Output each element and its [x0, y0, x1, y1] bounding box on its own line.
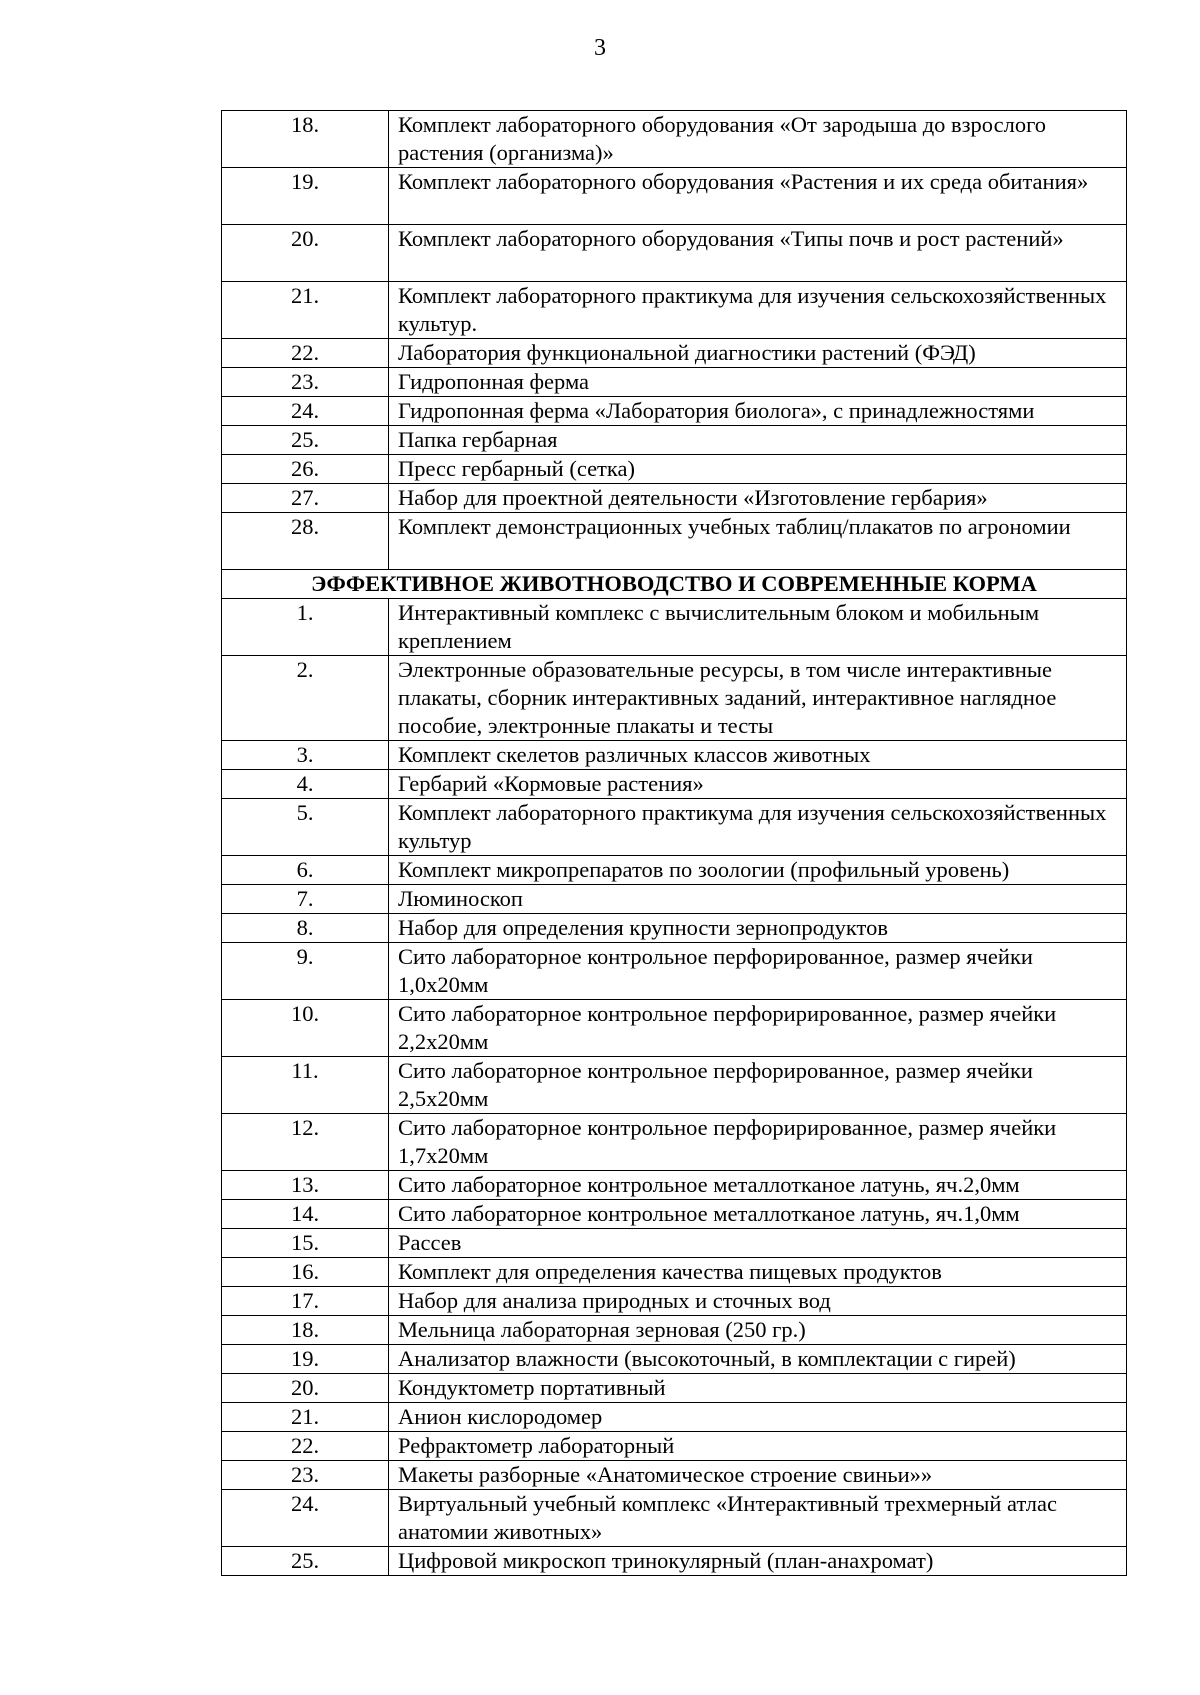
table-row [222, 741, 1127, 770]
row-number: 16. [222, 1258, 389, 1287]
table-row [222, 1229, 1127, 1258]
table-row [222, 484, 1127, 513]
table-row [222, 1258, 1127, 1287]
table-row [222, 885, 1127, 914]
item-name: Комплект лабораторного практикума для изучения сельскохозяйственных культур [389, 799, 1127, 856]
table-row [222, 426, 1127, 455]
item-name: Анион кислородомер [389, 1403, 1127, 1432]
item-name: Рассев [389, 1229, 1127, 1258]
row-number: 27. [222, 484, 389, 513]
table-row [222, 368, 1127, 397]
table-row [222, 1200, 1127, 1229]
row-number: 4. [222, 770, 389, 799]
row-number: 19. [222, 1345, 389, 1374]
item-name: Набор для проектной деятельности «Изготовление гербария» [389, 484, 1127, 513]
table-body-section [222, 599, 1127, 1576]
item-name: Электронные образовательные ресурсы, в том числе интерактивные плакаты, сборник интерактивных заданий, интерактивное наглядное пособие, электронные плакаты и тесты [389, 656, 1127, 741]
row-number: 9. [222, 943, 389, 1000]
item-name: Папка гербарная [389, 426, 1127, 455]
row-number: 13. [222, 1171, 389, 1200]
table-row [222, 1057, 1127, 1114]
section-header-row [222, 570, 1127, 599]
row-number: 24. [222, 1490, 389, 1547]
table-row [222, 111, 1127, 168]
item-name: Сито лабораторное контрольное перфорирированное, размер ячейки 1,7х20мм [389, 1114, 1127, 1171]
row-number: 22. [222, 339, 389, 368]
row-number: 10. [222, 1000, 389, 1057]
item-name: Интерактивный комплекс с вычислительным блоком и мобильным креплением [389, 599, 1127, 656]
table-row [222, 1403, 1127, 1432]
row-number: 20. [222, 1374, 389, 1403]
section-title: ЭФФЕКТИВНОЕ ЖИВОТНОВОДСТВО И СОВРЕМЕННЫЕ КОРМА [222, 570, 1127, 599]
table-row [222, 1287, 1127, 1316]
row-number: 23. [222, 1461, 389, 1490]
row-number: 26. [222, 455, 389, 484]
item-name: Комплект демонстрационных учебных таблиц/плакатов по агрономии [389, 513, 1127, 570]
item-name: Анализатор влажности (высокоточный, в комплектации с гирей) [389, 1345, 1127, 1374]
row-number: 8. [222, 914, 389, 943]
table-row [222, 1432, 1127, 1461]
table-row [222, 1547, 1127, 1576]
table-row [222, 1490, 1127, 1547]
table-row [222, 1171, 1127, 1200]
row-number: 25. [222, 426, 389, 455]
table-row [222, 656, 1127, 741]
table-row [222, 1316, 1127, 1345]
table-row [222, 1461, 1127, 1490]
row-number: 1. [222, 599, 389, 656]
equipment-table [221, 110, 1127, 1576]
table-row [222, 1374, 1127, 1403]
item-name: Сито лабораторное контрольное перфорированное, размер ячейки 1,0х20мм [389, 943, 1127, 1000]
table-row [222, 455, 1127, 484]
table-row [222, 282, 1127, 339]
item-name: Виртуальный учебный комплекс «Интерактивный трехмерный атлас анатомии животных» [389, 1490, 1127, 1547]
table-row [222, 168, 1127, 225]
row-number: 15. [222, 1229, 389, 1258]
row-number: 22. [222, 1432, 389, 1461]
page-number: 3 [594, 35, 606, 61]
table-row [222, 799, 1127, 856]
item-name: Лаборатория функциональной диагностики растений (ФЭД) [389, 339, 1127, 368]
item-name: Макеты разборные «Анатомическое строение свиньи»» [389, 1461, 1127, 1490]
item-name: Гидропонная ферма [389, 368, 1127, 397]
table-row [222, 1345, 1127, 1374]
table-body-top [222, 111, 1127, 570]
item-name: Сито лабораторное контрольное перфорирированное, размер ячейки 2,2х20мм [389, 1000, 1127, 1057]
item-name: Пресс гербарный (сетка) [389, 455, 1127, 484]
row-number: 18. [222, 1316, 389, 1345]
item-name: Комплект для определения качества пищевых продуктов [389, 1258, 1127, 1287]
item-name: Комплект лабораторного оборудования «Растения и их среда обитания» [389, 168, 1127, 225]
item-name: Гербарий «Кормовые растения» [389, 770, 1127, 799]
row-number: 23. [222, 368, 389, 397]
row-number: 14. [222, 1200, 389, 1229]
row-number: 11. [222, 1057, 389, 1114]
item-name: Сито лабораторное контрольное металлотканое латунь, яч.1,0мм [389, 1200, 1127, 1229]
item-name: Набор для определения крупности зернопродуктов [389, 914, 1127, 943]
table-row [222, 339, 1127, 368]
table-row [222, 1000, 1127, 1057]
item-name: Люминоскоп [389, 885, 1127, 914]
item-name: Сито лабораторное контрольное металлотканое латунь, яч.2,0мм [389, 1171, 1127, 1200]
table-body-section-header [222, 570, 1127, 599]
table-row [222, 513, 1127, 570]
row-number: 20. [222, 225, 389, 282]
row-number: 25. [222, 1547, 389, 1576]
table-row [222, 397, 1127, 426]
row-number: 17. [222, 1287, 389, 1316]
table-row [222, 225, 1127, 282]
row-number: 28. [222, 513, 389, 570]
item-name: Комплект микропрепаратов по зоологии (профильный уровень) [389, 856, 1127, 885]
table-row [222, 599, 1127, 656]
item-name: Сито лабораторное контрольное перфорированное, размер ячейки 2,5х20мм [389, 1057, 1127, 1114]
row-number: 12. [222, 1114, 389, 1171]
row-number: 3. [222, 741, 389, 770]
row-number: 21. [222, 1403, 389, 1432]
item-name: Комплект лабораторного оборудования «От зародыша до взрослого растения (организма)» [389, 111, 1127, 168]
item-name: Набор для анализа природных и сточных вод [389, 1287, 1127, 1316]
table-row [222, 914, 1127, 943]
item-name: Комплект лабораторного оборудования «Типы почв и рост растений» [389, 225, 1127, 282]
row-number: 24. [222, 397, 389, 426]
table-row [222, 770, 1127, 799]
row-number: 6. [222, 856, 389, 885]
item-name: Гидропонная ферма «Лаборатория биолога», с принадлежностями [389, 397, 1127, 426]
row-number: 18. [222, 111, 389, 168]
row-number: 19. [222, 168, 389, 225]
table-row [222, 856, 1127, 885]
row-number: 7. [222, 885, 389, 914]
item-name: Цифровой микроскоп тринокулярный (план-анахромат) [389, 1547, 1127, 1576]
item-name: Рефрактометр лабораторный [389, 1432, 1127, 1461]
table-row [222, 943, 1127, 1000]
item-name: Мельница лабораторная зерновая (250 гр.) [389, 1316, 1127, 1345]
row-number: 21. [222, 282, 389, 339]
item-name: Комплект лабораторного практикума для изучения сельскохозяйственных культур. [389, 282, 1127, 339]
row-number: 5. [222, 799, 389, 856]
item-name: Комплект скелетов различных классов животных [389, 741, 1127, 770]
row-number: 2. [222, 656, 389, 741]
item-name: Кондуктометр портативный [389, 1374, 1127, 1403]
table-row [222, 1114, 1127, 1171]
